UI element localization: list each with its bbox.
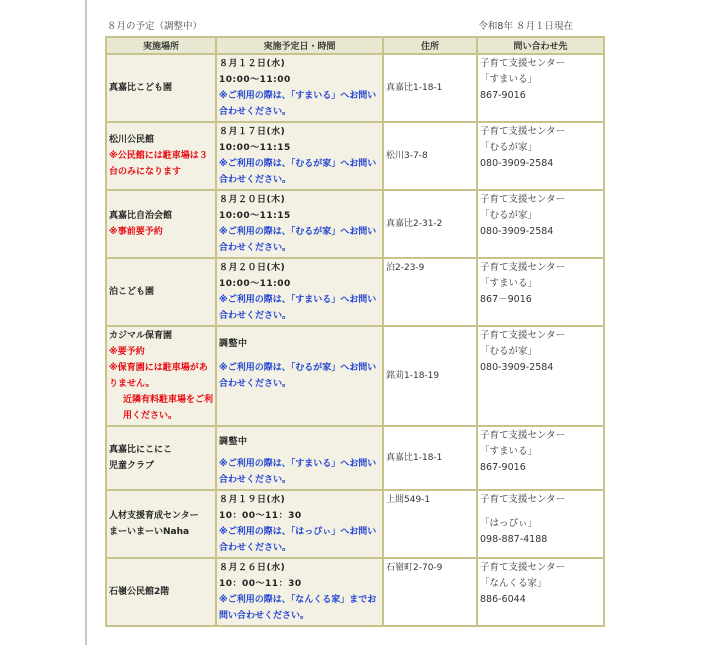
event-date: ８月２６日(水)	[219, 563, 286, 573]
address-cell: 銘苅1-18-19	[384, 327, 476, 425]
contact-cell	[478, 559, 603, 625]
date-cell	[217, 123, 382, 189]
place-note: 近隣有料駐車場をご利用ください。	[123, 395, 214, 421]
inquiry-note: ※ご利用の際は、「むるが家」へお問い合わせください。	[219, 363, 377, 389]
inquiry-note: ※ご利用の際は、「はっぴぃ」へお問い合わせください。	[219, 527, 377, 553]
event-date: ８月２０日(木)	[219, 195, 286, 205]
place-cell	[107, 259, 215, 325]
contact-center: 子育て支援センター	[480, 58, 566, 69]
schedule-header	[105, 18, 603, 36]
event-date: ８月２０日(木)	[219, 263, 286, 273]
inquiry-note: ※ご利用の際は、「すまいる」へお問い合わせください。	[219, 295, 377, 321]
place-name: 真嘉比にこにこ	[109, 445, 173, 455]
event-time: 10:00～11:15	[219, 211, 291, 221]
place-name: 松川公民館	[109, 135, 155, 145]
contact-center: 子育て支援センター	[480, 430, 566, 441]
event-time: 10：00～11：30	[219, 579, 302, 589]
inquiry-note: ※ご利用の際は、「むるが家」へお問い合わせください。	[219, 227, 377, 253]
address-cell: 真嘉比1-18-1	[384, 55, 476, 121]
contact-center: 子育て支援センター	[480, 262, 566, 273]
schedule-table	[105, 36, 605, 627]
table-row	[107, 123, 603, 189]
contact-name: 「すまいる」	[480, 74, 538, 85]
contact-spacer	[480, 508, 601, 516]
table-row	[107, 327, 603, 425]
contact-name: 「すまいる」	[480, 278, 538, 289]
place-cell	[107, 123, 215, 189]
event-date: ８月１９日(水)	[219, 495, 286, 505]
place-name: 人材支援育成センター	[109, 511, 199, 521]
date-cell	[217, 559, 382, 625]
contact-cell	[478, 327, 603, 425]
contact-phone: 886-6044	[480, 594, 526, 605]
contact-cell	[478, 123, 603, 189]
schedule-title: ８月の予定（調整中）	[107, 21, 203, 32]
contact-center: 子育て支援センター	[480, 562, 566, 573]
date-cell	[217, 259, 382, 325]
contact-phone: 080-3909-2584	[480, 158, 554, 169]
contact-phone: 080-3909-2584	[480, 362, 554, 373]
contact-phone: 867－9016	[480, 294, 532, 305]
place-cell	[107, 327, 215, 425]
contact-name: 「なんくる家」	[480, 578, 547, 589]
address-cell: 真嘉比2-31-2	[384, 191, 476, 257]
place-name: 石嶺公民館2階	[109, 587, 170, 597]
event-date: 調整中	[219, 339, 248, 349]
schedule-panel	[105, 18, 603, 627]
date-cell	[217, 55, 382, 121]
contact-center: 子育て支援センター	[480, 194, 566, 205]
contact-phone: 867-9016	[480, 462, 526, 473]
contact-name: 「むるが家」	[480, 142, 538, 153]
event-date: ８月１２日(水)	[219, 59, 286, 69]
address-cell: 松川3-7-8	[384, 123, 476, 189]
event-date: ８月１７日(水)	[219, 127, 286, 137]
place-cell	[107, 191, 215, 257]
contact-phone: 098-887-4188	[480, 534, 548, 545]
date-cell	[217, 191, 382, 257]
place-note: ※事前要予約	[109, 227, 163, 237]
column-header-address: 住所	[384, 38, 476, 53]
contact-cell	[478, 191, 603, 257]
address-cell: 真嘉比1-18-1	[384, 427, 476, 489]
address-cell: 泊2-23-9	[384, 259, 476, 325]
inquiry-note: ※ご利用の際は、「むるが家」へお問い合わせください。	[219, 159, 377, 185]
table-row	[107, 55, 603, 121]
contact-name: 「すまいる」	[480, 446, 538, 457]
place-note: ※公民館には駐車場は３台のみになります	[109, 151, 208, 177]
place-name: 真嘉比こども園	[109, 83, 173, 93]
table-header-row	[107, 38, 603, 53]
contact-name: 「むるが家」	[480, 210, 538, 221]
inquiry-note: ※ご利用の際は、「すまいる」へお問い合わせください。	[219, 459, 377, 485]
date-cell	[217, 491, 382, 557]
table-row	[107, 491, 603, 557]
place-name: カジマル保育園	[109, 331, 173, 341]
column-header-contact: 問い合わせ先	[478, 38, 603, 53]
place-name: 真嘉比自治会館	[109, 211, 173, 221]
event-date: 調整中	[219, 437, 248, 447]
event-time: 10:00～11:00	[219, 279, 291, 289]
contact-name: 「むるが家」	[480, 346, 538, 357]
contact-cell	[478, 427, 603, 489]
place-note: ※要予約	[109, 347, 145, 357]
date-cell	[217, 427, 382, 489]
table-row	[107, 191, 603, 257]
place-note: ※保育園には駐車場がありません。	[109, 363, 208, 389]
page-left-rule	[85, 0, 87, 645]
place-cell	[107, 55, 215, 121]
contact-center: 子育て支援センター	[480, 330, 566, 341]
event-time: 10:00～11:00	[219, 75, 291, 85]
inquiry-note: ※ご利用の際は、「すまいる」へお問い合わせください。	[219, 91, 377, 117]
inquiry-note: ※ご利用の際は、「なんくる家」までお問い合わせください。	[219, 595, 377, 621]
contact-phone: 867-9016	[480, 90, 526, 101]
table-row	[107, 559, 603, 625]
contact-center: 子育て支援センター	[480, 494, 566, 505]
contact-cell	[478, 55, 603, 121]
place-cell	[107, 427, 215, 489]
place-cell	[107, 491, 215, 557]
table-row	[107, 427, 603, 489]
date-cell	[217, 327, 382, 425]
contact-center: 子育て支援センター	[480, 126, 566, 137]
contact-name: 「はっぴぃ」	[480, 518, 538, 529]
as-of-date: 令和8年 ８月１日現在	[478, 21, 573, 32]
event-time: 10:00～11:15	[219, 143, 291, 153]
contact-cell	[478, 259, 603, 325]
table-row	[107, 259, 603, 325]
address-cell: 上間549-1	[384, 491, 476, 557]
place-name: まーいまーいNaha	[109, 527, 190, 537]
place-name: 児童クラブ	[109, 461, 155, 471]
place-cell	[107, 559, 215, 625]
address-cell: 石嶺町2-70-9	[384, 559, 476, 625]
contact-cell	[478, 491, 603, 557]
place-name: 泊こども園	[109, 287, 155, 297]
column-header-place: 実施場所	[107, 38, 215, 53]
column-header-date: 実施予定日・時間	[217, 38, 382, 53]
event-time: 10：00～11：30	[219, 511, 302, 521]
contact-phone: 080-3909-2584	[480, 226, 554, 237]
